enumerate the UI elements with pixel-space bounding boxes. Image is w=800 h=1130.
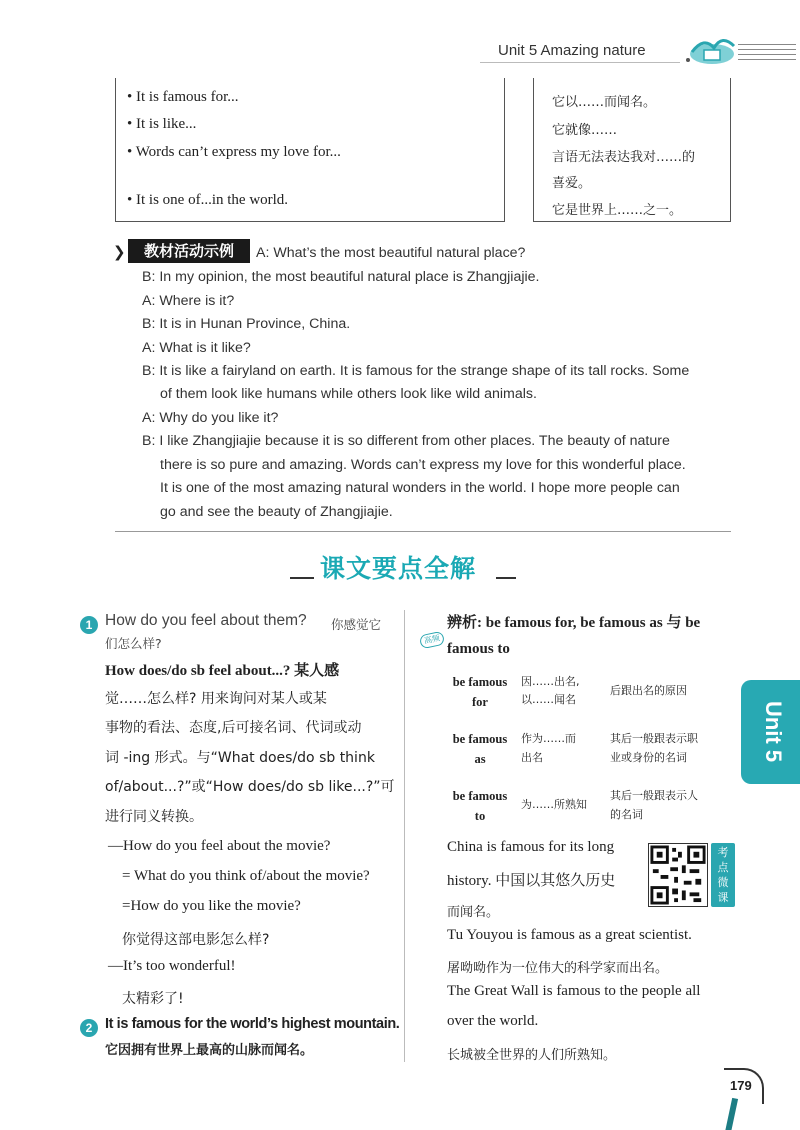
analysis-title: 辨析: be famous for, be famous as 与 be: [447, 615, 701, 631]
qr-code-icon[interactable]: [648, 843, 708, 907]
table-desc: 业或身份的名词: [610, 751, 687, 764]
frequency-tag: 高频: [419, 631, 445, 650]
dialog-line: there is so pure and amazing. Words can’t express my love for this wonderful place.: [160, 457, 686, 473]
table-phrase: be famous: [452, 732, 508, 746]
header-rule: [480, 62, 680, 63]
dialog-line: B: In my opinion, the most beautiful natural place is Zhangjiajie.: [142, 269, 540, 285]
analysis-title: famous to: [447, 641, 510, 657]
explanation-line: of/about...?”或“How does/do sb like...?”可: [105, 779, 395, 795]
table-phrase: as: [474, 752, 486, 766]
analysis-example: over the world.: [447, 1013, 539, 1029]
point-sentence: It is famous for the world’s highest mountain.: [105, 1016, 400, 1032]
explanation-line: How does/do sb feel about...? 某人感: [105, 663, 340, 679]
dialog-line: B: It is like a fairyland on earth. It is famous for the strange shape of its tall rocks. Some: [142, 363, 690, 379]
translation-item: 言语无法表达我对……的: [552, 150, 696, 165]
table-desc: 其后一般跟表示人: [610, 789, 698, 802]
point-sentence-cn: 它因拥有世界上最高的山脉而闻名。: [105, 1043, 314, 1058]
table-meaning: 以……闻名: [521, 693, 576, 706]
table-meaning: 出名: [521, 751, 543, 764]
dialog-line: B: It is in Hunan Province, China.: [142, 316, 351, 332]
explanation-line: 觉……怎么样? 用来询问对某人或某: [105, 691, 327, 707]
table-phrase: be famous: [452, 675, 508, 689]
section-title: 课文要点全解: [320, 554, 477, 583]
table-desc: 的名词: [610, 808, 643, 821]
analysis-example: Tu Youyou is famous as a great scientist.: [447, 927, 692, 943]
phrase-item: • It is like...: [127, 116, 197, 132]
analysis-example: 屠呦呦作为一位伟大的科学家而出名。: [447, 961, 669, 976]
example-label: 教材活动示例: [128, 239, 250, 263]
dialog-line: A: What’s the most beautiful natural place?: [256, 245, 526, 261]
example-sentence: 你觉得这部电影怎么样?: [122, 932, 270, 948]
dialog-line: It is one of the most amazing natural wonders in the world. I hope more people can: [160, 480, 680, 496]
translation-item: 它就像……: [552, 123, 618, 138]
qr-label: [711, 843, 735, 907]
header-title: Unit 5 Amazing nature: [498, 42, 646, 59]
phrase-item: • Words can’t express my love for...: [127, 144, 341, 160]
point-question: How do you feel about them?: [105, 612, 307, 629]
table-desc: 其后一般跟表示职: [610, 732, 698, 745]
title-underline-left: [290, 577, 314, 579]
example-sentence: —How do you feel about the movie?: [108, 838, 331, 854]
translation-item: 它是世界上……之一。: [552, 203, 683, 218]
table-meaning: 为……所熟知: [521, 798, 587, 811]
section-divider: [115, 531, 731, 532]
analysis-example: 而闻名。: [447, 905, 500, 920]
example-sentence: —It’s too wonderful!: [108, 958, 236, 974]
phrase-item: • It is famous for...: [127, 89, 239, 105]
qr-label-text: 考点微课: [717, 846, 729, 904]
unit-side-tab-label: Unit 5: [761, 701, 786, 763]
dialog-line: go and see the beauty of Zhangjiajie.: [160, 504, 393, 520]
table-desc: 后跟出名的原因: [610, 684, 687, 697]
table-meaning: 作为……而: [521, 732, 576, 745]
analysis-example: history. 中国以其悠久历史: [447, 873, 616, 889]
phrase-item: • It is one of...in the world.: [127, 192, 289, 208]
point-question-cn: 你感觉它: [331, 617, 382, 632]
analysis-example: The Great Wall is famous to the people all: [447, 983, 701, 999]
bird-logo-icon: [684, 30, 740, 70]
dialog-line: A: Where is it?: [142, 293, 235, 309]
dialog-line: B: I like Zhangjiajie because it is so different from other places. The beauty of nature: [142, 433, 670, 449]
point-number-badge: 2: [80, 1019, 98, 1037]
table-phrase: for: [472, 695, 488, 709]
table-phrase: to: [474, 809, 486, 823]
column-divider: [404, 610, 405, 1062]
point-question-cn: 们怎么样?: [105, 636, 162, 651]
page-number: 179: [730, 1078, 752, 1093]
header-stripes: [738, 44, 796, 64]
example-sentence: 太精彩了!: [122, 991, 184, 1007]
translation-item: 它以……而闻名。: [552, 95, 657, 110]
translation-item: 喜爱。: [552, 176, 592, 191]
analysis-example: 长城被全世界的人们所熟知。: [447, 1048, 617, 1063]
dialog-line: A: Why do you like it?: [142, 410, 279, 426]
point-number-badge: 1: [80, 616, 98, 634]
arrow-icon: ❯: [113, 243, 126, 261]
title-underline-right: [496, 577, 516, 579]
analysis-example: China is famous for its long: [447, 839, 615, 855]
example-sentence: = What do you think of/about the movie?: [122, 868, 370, 884]
example-sentence: =How do you like the movie?: [122, 898, 301, 914]
table-meaning: 因……出名,: [521, 675, 580, 688]
explanation-line: 进行同义转换。: [105, 809, 203, 825]
dialog-line: of them look like humans while others look like wild animals.: [160, 386, 537, 402]
table-phrase: be famous: [452, 789, 508, 803]
explanation-line: 事物的看法、态度,后可接名词、代词或动: [105, 720, 362, 736]
explanation-line: 词 -ing 形式。与“What does/do sb think: [105, 750, 375, 766]
dialog-line: A: What is it like?: [142, 340, 251, 356]
